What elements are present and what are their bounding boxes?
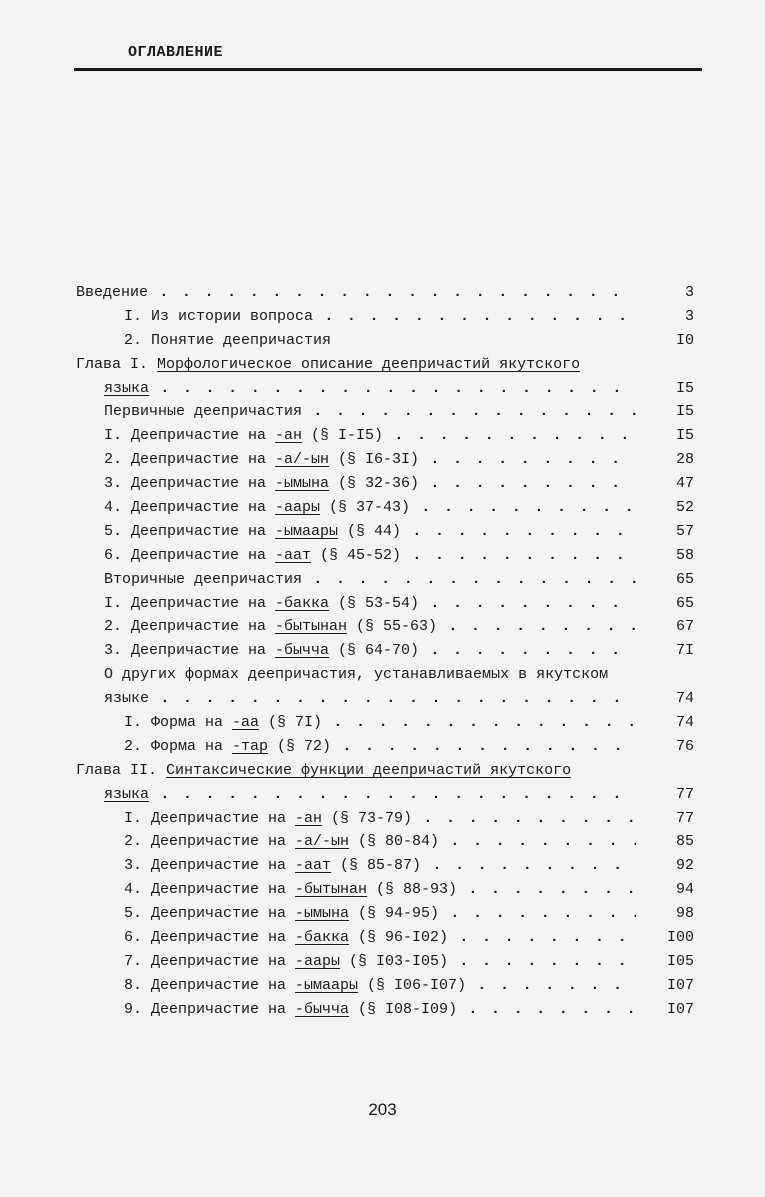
- toc-entry-title: [104, 592, 636, 616]
- toc-entry-page: 65: [675, 594, 694, 612]
- table-of-contents: [76, 281, 694, 1022]
- toc-entry-text: I. Деепричастие на: [104, 594, 276, 612]
- toc-entry-text: Первичные деепричастия: [104, 403, 303, 421]
- header-rule: [74, 68, 702, 71]
- toc-entry-title: [104, 472, 636, 496]
- toc-entry: [76, 711, 694, 735]
- toc-entry-page: 92: [675, 857, 694, 875]
- toc-entry-page: 3: [684, 307, 694, 325]
- toc-entry-title: [104, 377, 636, 401]
- toc-entry-page: 28: [675, 451, 694, 469]
- toc-entry-term: -аат: [275, 546, 312, 564]
- toc-entry: [76, 663, 694, 687]
- toc-entry-term: -аат: [295, 857, 332, 875]
- toc-entry-term: -бычча: [275, 642, 330, 660]
- toc-entry-text: (§ 55-63): [347, 618, 438, 636]
- toc-entry-title: [104, 424, 636, 448]
- toc-entry-text: (§ 32-36): [329, 475, 420, 493]
- toc-entry: [76, 329, 694, 353]
- toc-entry-text: 5. Деепричастие на: [124, 905, 296, 923]
- toc-entry-title: [104, 783, 636, 807]
- toc-entry-page: I00: [666, 929, 694, 947]
- toc-entry-text: языке: [104, 690, 150, 708]
- toc-entry-page: I07: [666, 976, 694, 994]
- toc-entry-page: I0: [675, 331, 694, 349]
- toc-entry: [76, 592, 694, 616]
- toc-entry-term: Морфологическое описание деепричастий якутского: [157, 355, 581, 373]
- toc-entry-text: I. Деепричастие на: [124, 809, 296, 827]
- toc-entry-text: (§ 88-93): [367, 881, 458, 899]
- toc-entry-term: -тар: [232, 737, 269, 755]
- toc-entry-title: [104, 663, 608, 687]
- toc-entry: [76, 807, 694, 831]
- toc-entry-text: I. Из истории вопроса: [124, 307, 314, 325]
- toc-entry-text: 5. Деепричастие на: [104, 522, 276, 540]
- toc-entry-term: -бытынан: [275, 618, 348, 636]
- toc-entry-text: (§ 7I): [259, 714, 323, 732]
- toc-entry-text: 6. Деепричастие на: [124, 929, 296, 947]
- toc-entry-term: -ан: [295, 809, 323, 827]
- toc-entry-term: -ымаары: [295, 976, 359, 994]
- toc-entry-title: [124, 902, 636, 926]
- toc-entry-text: Глава I.: [76, 355, 158, 373]
- toc-entry-text: (§ I-I5): [302, 427, 384, 445]
- toc-entry: [76, 902, 694, 926]
- toc-entry-title: [104, 496, 636, 520]
- toc-entry: [76, 950, 694, 974]
- toc-entry-page: 76: [675, 737, 694, 755]
- toc-entry-text: (§ 64-70): [329, 642, 420, 660]
- toc-entry-text: I. Деепричастие на: [104, 427, 276, 445]
- toc-entry-term: -а/-ын: [295, 833, 350, 851]
- toc-entry-page: 3: [684, 284, 694, 301]
- toc-entry-text: (§ I08-I09): [349, 1000, 458, 1018]
- toc-entry: [76, 854, 694, 878]
- toc-entry: [76, 974, 694, 998]
- toc-entry-term: -бытынан: [295, 881, 368, 899]
- toc-entry-title: [104, 615, 636, 639]
- toc-entry-page: I5: [675, 379, 694, 397]
- page-header: ОГЛАВЛЕНИЕ: [128, 44, 224, 61]
- toc-entry-title: [124, 807, 636, 831]
- toc-entry-term: -ымаары: [275, 522, 339, 540]
- toc-entry-title: [124, 329, 331, 353]
- toc-entry-term: языка: [104, 785, 150, 803]
- toc-entry-text: Глава II.: [76, 761, 167, 779]
- toc-entry-title: [124, 854, 636, 878]
- toc-entry-title: [124, 735, 636, 759]
- toc-entry-page: 47: [675, 475, 694, 493]
- toc-entry: [76, 544, 694, 568]
- toc-entry: [76, 400, 694, 424]
- toc-entry: [76, 926, 694, 950]
- toc-entry-title: [104, 544, 636, 568]
- toc-entry-term: -аары: [275, 499, 321, 517]
- toc-entry-text: 3. Деепричастие на: [104, 642, 276, 660]
- toc-entry-term: -аары: [295, 952, 341, 970]
- toc-entry: [76, 424, 694, 448]
- toc-entry: [76, 472, 694, 496]
- toc-entry-page: 67: [675, 618, 694, 636]
- toc-entry-text: (§ 85-87): [331, 857, 422, 875]
- toc-entry-page: I07: [666, 1000, 694, 1018]
- toc-entry-text: 3. Деепричастие на: [124, 857, 296, 875]
- toc-entry-text: 4. Деепричастие на: [104, 499, 276, 517]
- toc-entry-title: [76, 353, 580, 377]
- toc-entry-term: языка: [104, 379, 150, 397]
- toc-entry-text: 9. Деепричастие на: [124, 1000, 296, 1018]
- toc-entry-term: -аа: [232, 714, 260, 732]
- toc-entry-title: [76, 759, 571, 783]
- toc-entry-text: Вторичные деепричастия: [104, 570, 303, 588]
- toc-entry-term: -а/-ын: [275, 451, 330, 469]
- toc-entry-title: [104, 687, 636, 711]
- toc-entry-text: (§ 73-79): [322, 809, 413, 827]
- toc-entry-text: 8. Деепричастие на: [124, 976, 296, 994]
- toc-entry-page: I05: [666, 952, 694, 970]
- toc-entry: [76, 448, 694, 472]
- toc-entry-text: (§ 37-43): [320, 499, 411, 517]
- toc-entry: [76, 687, 694, 711]
- toc-entry-title: [124, 974, 636, 998]
- toc-entry-title: [104, 568, 636, 592]
- toc-entry-text: 2. Деепричастие на: [124, 833, 296, 851]
- toc-entry-text: Введение: [76, 284, 149, 301]
- toc-entry-title: [124, 998, 636, 1022]
- toc-entry-title: [76, 281, 636, 305]
- toc-entry-text: (§ 96-I02): [349, 929, 449, 947]
- toc-entry: [76, 353, 694, 377]
- toc-entry-text: 7. Деепричастие на: [124, 952, 296, 970]
- toc-entry-term: -бычча: [295, 1000, 350, 1018]
- toc-entry-term: -ымына: [275, 475, 330, 493]
- toc-entry: [76, 639, 694, 663]
- toc-entry-title: [104, 520, 636, 544]
- toc-entry-text: (§ 44): [338, 522, 402, 540]
- toc-entry-title: [124, 830, 636, 854]
- toc-entry-text: (§ 72): [268, 737, 332, 755]
- toc-entry-text: (§ 53-54): [329, 594, 420, 612]
- toc-entry-page: 58: [675, 546, 694, 564]
- toc-entry-title: [124, 305, 636, 329]
- toc-entry-title: [124, 878, 636, 902]
- toc-entry: [76, 377, 694, 401]
- toc-entry-text: 6. Деепричастие на: [104, 546, 276, 564]
- toc-entry-page: 52: [675, 499, 694, 517]
- toc-entry: [76, 568, 694, 592]
- toc-entry-page: 74: [675, 714, 694, 732]
- toc-entry-text: О других формах деепричастия, устанавливаемых в якутском: [104, 666, 609, 684]
- toc-entry-page: 77: [675, 809, 694, 827]
- toc-entry-title: [104, 400, 636, 424]
- toc-entry-page: I5: [675, 403, 694, 421]
- toc-entry: [76, 830, 694, 854]
- toc-entry-term: Синтаксические функции деепричастий якутского: [166, 761, 572, 779]
- toc-entry-text: (§ I6-3I): [329, 451, 420, 469]
- toc-entry: [76, 496, 694, 520]
- toc-entry: [76, 520, 694, 544]
- toc-entry-text: (§ 94-95): [349, 905, 440, 923]
- toc-entry-text: (§ 45-52): [311, 546, 402, 564]
- toc-entry-title: [124, 926, 636, 950]
- toc-entry: [76, 878, 694, 902]
- toc-entry-page: 7I: [675, 642, 694, 660]
- toc-entry: [76, 615, 694, 639]
- toc-entry-title: [124, 711, 636, 735]
- toc-entry: [76, 759, 694, 783]
- toc-entry: [76, 735, 694, 759]
- toc-entry-text: (§ I06-I07): [358, 976, 467, 994]
- toc-entry-page: 85: [675, 833, 694, 851]
- toc-entry-page: 77: [675, 785, 694, 803]
- toc-entry: [76, 998, 694, 1022]
- toc-entry-text: 2. Деепричастие на: [104, 618, 276, 636]
- toc-entry-title: [104, 639, 636, 663]
- toc-entry-text: 2. Деепричастие на: [104, 451, 276, 469]
- toc-entry: [76, 281, 694, 305]
- toc-entry-text: (§ I03-I05): [340, 952, 449, 970]
- toc-entry-text: 4. Деепричастие на: [124, 881, 296, 899]
- toc-entry-text: (§ 80-84): [349, 833, 440, 851]
- toc-entry-term: -ан: [275, 427, 303, 445]
- toc-entry-page: 98: [675, 905, 694, 923]
- toc-entry-term: -бакка: [295, 929, 350, 947]
- toc-entry-text: I. Форма на: [124, 714, 233, 732]
- toc-entry-term: -ымына: [295, 905, 350, 923]
- toc-entry-page: I5: [675, 427, 694, 445]
- toc-entry-page: 94: [675, 881, 694, 899]
- toc-entry-page: 65: [675, 570, 694, 588]
- toc-entry-text: 2. Понятие деепричастия: [124, 331, 332, 349]
- toc-entry-page: 74: [675, 690, 694, 708]
- toc-entry-text: 2. Форма на: [124, 737, 233, 755]
- page-number: 203: [368, 1100, 397, 1119]
- toc-entry-text: 3. Деепричастие на: [104, 475, 276, 493]
- toc-entry-page: 57: [675, 522, 694, 540]
- toc-entry-title: [124, 950, 636, 974]
- toc-entry-term: -бакка: [275, 594, 330, 612]
- toc-entry-title: [104, 448, 636, 472]
- toc-entry: [76, 783, 694, 807]
- toc-entry: [76, 305, 694, 329]
